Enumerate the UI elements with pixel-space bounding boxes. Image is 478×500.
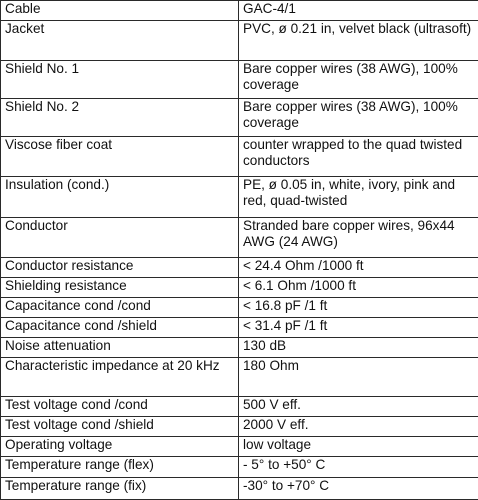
spec-value: PE, ø 0.05 in, white, ivory, pink and red, quad-twisted bbox=[239, 177, 478, 218]
spec-value: < 24.4 Ohm /1000 ft bbox=[239, 258, 478, 278]
spec-value: 180 Ohm bbox=[239, 358, 478, 397]
spec-label: Test voltage cond /shield bbox=[1, 417, 239, 437]
spec-value: PVC, ø 0.21 in, velvet black (ultrasoft) bbox=[239, 21, 478, 61]
spec-value: GAC-4/1 bbox=[239, 1, 478, 21]
spec-label: Viscose fiber coat bbox=[1, 137, 239, 177]
table-row bbox=[1, 318, 478, 338]
spec-label: Shield No. 1 bbox=[1, 61, 239, 99]
spec-label: Temperature range (flex) bbox=[1, 457, 239, 478]
spec-value: Stranded bare copper wires, 96x44 AWG (24 AWG) bbox=[239, 218, 478, 258]
spec-label: Insulation (cond.) bbox=[1, 177, 239, 218]
spec-value: < 31.4 pF /1 ft bbox=[239, 318, 478, 338]
spec-value: counter wrapped to the quad twisted conductors bbox=[239, 137, 478, 177]
table-row bbox=[1, 278, 478, 298]
table-row bbox=[1, 177, 478, 218]
table-row bbox=[1, 99, 478, 137]
table-row bbox=[1, 218, 478, 258]
spec-value: Bare copper wires (38 AWG), 100% coverage bbox=[239, 61, 478, 99]
spec-value: < 16.8 pF /1 ft bbox=[239, 298, 478, 318]
table-row bbox=[1, 298, 478, 318]
spec-label: Temperature range (fix) bbox=[1, 478, 239, 500]
table-row bbox=[1, 457, 478, 478]
table-row bbox=[1, 478, 478, 500]
table-row bbox=[1, 61, 478, 99]
spec-label: Conductor resistance bbox=[1, 258, 239, 278]
spec-label: Shield No. 2 bbox=[1, 99, 239, 137]
spec-label: Jacket bbox=[1, 21, 239, 61]
spec-value: 130 dB bbox=[239, 338, 478, 358]
table-row bbox=[1, 397, 478, 417]
spec-value: - 5° to +50° C bbox=[239, 457, 478, 478]
spec-value: < 6.1 Ohm /1000 ft bbox=[239, 278, 478, 298]
spec-label: Conductor bbox=[1, 218, 239, 258]
table-row bbox=[1, 258, 478, 278]
spec-label: Noise attenuation bbox=[1, 338, 239, 358]
spec-label: Capacitance cond /shield bbox=[1, 318, 239, 338]
spec-value: Bare copper wires (38 AWG), 100% coverage bbox=[239, 99, 478, 137]
spec-label: Test voltage cond /cond bbox=[1, 397, 239, 417]
table-row bbox=[1, 137, 478, 177]
spec-value: 2000 V eff. bbox=[239, 417, 478, 437]
table-row bbox=[1, 358, 478, 397]
spec-value: 500 V eff. bbox=[239, 397, 478, 417]
spec-label: Shielding resistance bbox=[1, 278, 239, 298]
table-row bbox=[1, 1, 478, 21]
table-row bbox=[1, 437, 478, 457]
spec-label: Operating voltage bbox=[1, 437, 239, 457]
spec-label: Characteristic impedance at 20 kHz bbox=[1, 358, 239, 397]
table-row bbox=[1, 21, 478, 61]
spec-label: Cable bbox=[1, 1, 239, 21]
spec-label: Capacitance cond /cond bbox=[1, 298, 239, 318]
table-row bbox=[1, 417, 478, 437]
spec-value: low voltage bbox=[239, 437, 478, 457]
table-row bbox=[1, 338, 478, 358]
spec-value: -30° to +70° C bbox=[239, 478, 478, 500]
